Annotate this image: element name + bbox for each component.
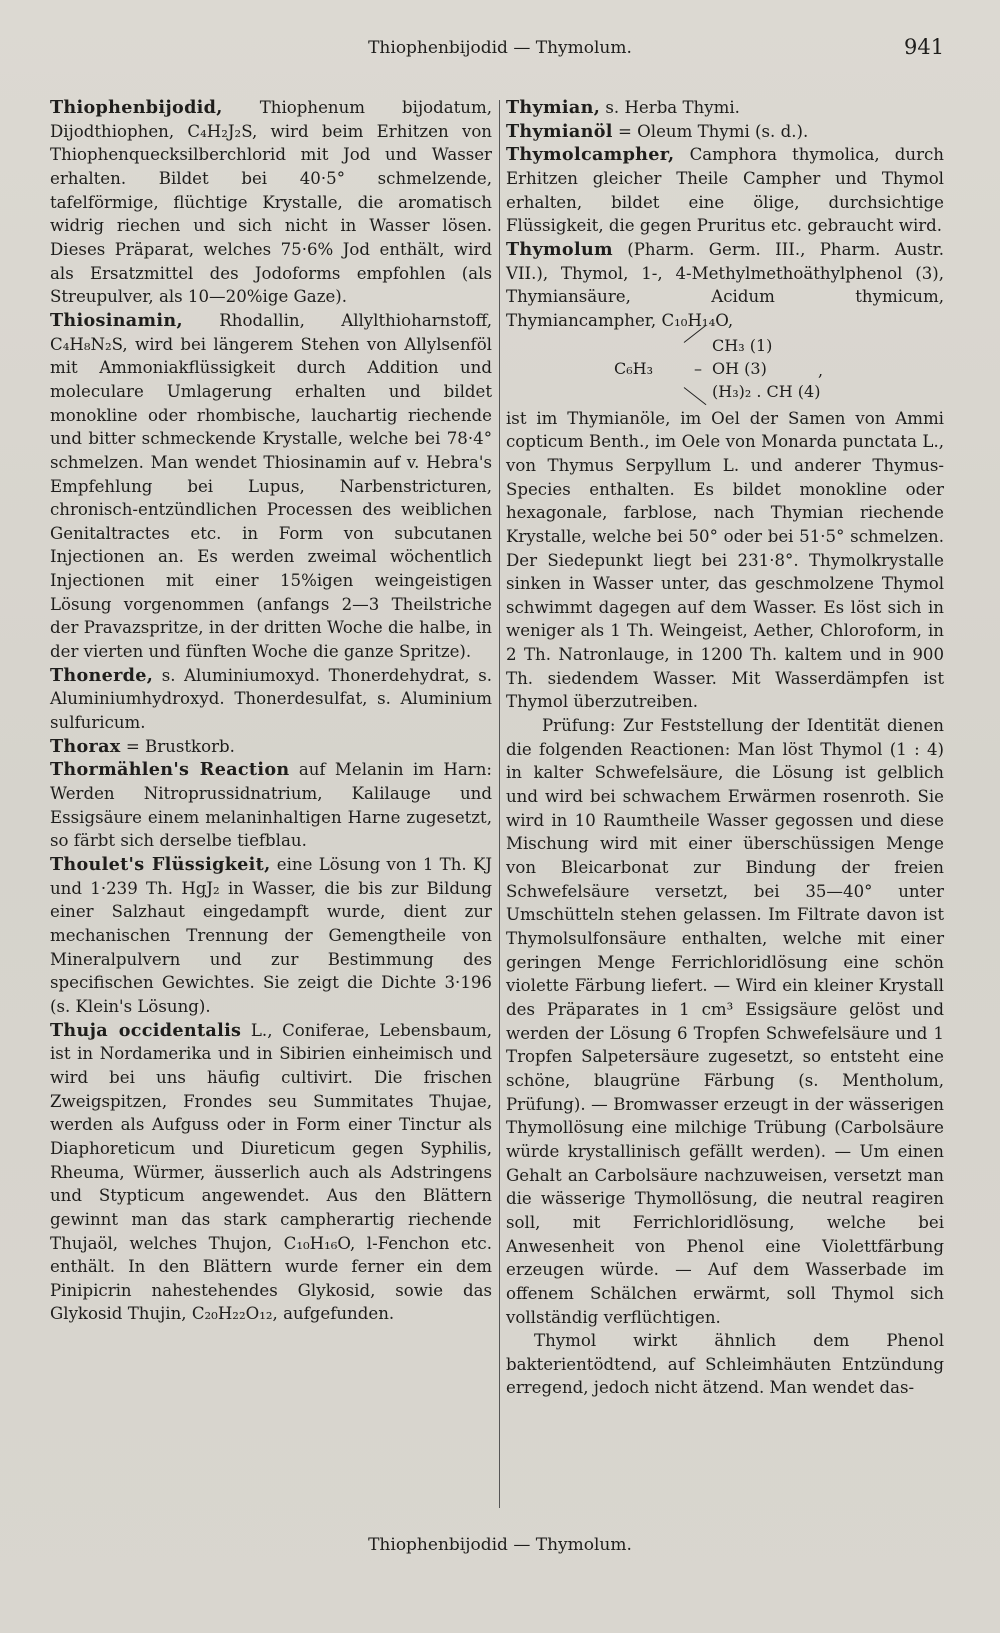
- column-divider: [499, 100, 500, 1508]
- thymol-structural-formula: [506, 333, 944, 405]
- entry-thorax: [50, 735, 492, 759]
- formula-group-ch3: CH₃ (1): [712, 335, 773, 355]
- headword: Thiophenbijodid,: [50, 97, 223, 118]
- running-footer: Thiophenbijodid — Thymolum.: [368, 1535, 632, 1555]
- entry-thymian: [506, 96, 944, 120]
- headword: Thorax: [50, 735, 121, 757]
- formula-comma: ,: [818, 360, 824, 380]
- entry-text: Prüfung: Zur Feststellung der Identität dienen die folgenden Reactionen: Man löst Thymol (1 : 4) in kalter Schwefelsäure, die Lösung ist gelblich und wird bei schwachem Erwärmen rosenroth. Sie wird in 10 Raumtheile Wasser gegossen und diese Mischung wird mit einer überschüssigen Menge von Bleicarbonat zur Bindung der freien Schwefelsäure versetzt, bei 35—40° unter Umschütteln stehen gelassen. Im Filtrate davon ist Thymolsulfonsäure enthalten, welche mit einer geringen Menge Ferrichloridlösung eine schön violette Färbung liefert. — Wird ein kleiner Krystall des Präparates in 1 cm³ Essigsäure gelöst und werden der Lösung 6 Tropfen Schwefelsäure und 1 Tropfen Salpetersäure zugesetzt, so entsteht eine schöne, blaugrüne Färbung (s. Mentholum, Prüfung). — Bromwasser erzeugt in der wässerigen Thymollösung eine milchige Trübung (Carbolsäure würde krystallinisch gefällt werden). — Um einen Gehalt an Carbolsäure nachzuweisen, versetzt man die wässerige Thymollösung, die neutral reagiren soll, mit Ferrichloridlösung, welche bei Anwesenheit von Phenol eine Violettfärbung erzeugen würde. — Auf dem Wasserbade im offenem Schälchen erwärmt, soll Thymol sich vollständig verflüchtigen.: [506, 716, 944, 1327]
- entry-thormaehlens-reaction: [50, 758, 492, 853]
- formula-core: C₆H₃: [614, 358, 654, 378]
- entry-text: Camphora thymolica, durch Erhitzen gleicher Theile Campher und Thymol erhalten, bildet eine ölige, durchsichtige Flüssigkeit, die gegen Pruritus etc. gebraucht wird.: [506, 145, 944, 236]
- entry-thiosinamin: [50, 309, 492, 664]
- entry-text: s. Herba Thymi.: [600, 98, 740, 117]
- formula-dash: –: [694, 358, 702, 378]
- formula-group-oh: OH (3): [712, 358, 767, 378]
- headword: Thymolum: [506, 238, 613, 260]
- formula-bond-lower: [684, 387, 707, 405]
- entry-text: Rhodallin, Allylthioharnstoff, C₄H₈N₂S, wird bei längerem Stehen von Allylsenföl mit Ammoniakflüssigkeit durch Addition und moleculare Umlagerung erhalten und bildet monokline oder rhombische, lauchartig riechende und bitter schmeckende Krystalle, welche bei 78·4° schmelzen. Man wendet Thiosinamin auf v. Hebra's Empfehlung bei Lupus, Narbenstricturen, chronisch-entzündlichen Processen des weiblichen Genitaltractes etc. in Form von subcutanen Injectionen an. Es werden zweimal wöchentlich Injectionen mit einer 15%igen weingeistigen Lösung vorgenommen (anfangs 2—3 Theilstriche der Pravazspritze, in der dritten Woche die halbe, in der vierten und fünften Woche die ganze Spritze).: [50, 310, 492, 662]
- entry-thymolum-pruefung: [506, 714, 944, 1329]
- entry-text: Thymol wirkt ähnlich dem Phenol bakterientödtend, auf Schleimhäuten Entzündung erregend, jedoch nicht ätzend. Man wendet das-: [506, 1331, 944, 1398]
- headword: Thymolcampher,: [506, 144, 675, 166]
- right-column: [506, 96, 944, 1400]
- headword: Thuja occidentalis: [50, 1019, 242, 1041]
- headword: Thoulet's Flüssigkeit,: [50, 854, 271, 875]
- entry-text: L., Coniferae, Lebensbaum, ist in Nordamerika und in Sibirien einheimisch und wird bei uns häufig cultivirt. Die frischen Zweigspitzen, Frondes seu Summitates Thujae, werden als Aufguss oder in Form einer Tinctur als Diaphoreticum und Diureticum gegen Syphilis, Rheuma, Würmer, äusserlich auch als Adstringens und Stypticum angewendet. Aus den Blättern gewinnt man das stark campherartig riechende Thujaöl, welches Thujon, C₁₀H₁₆O, l-Fenchon etc. enthält. In den Blättern wurde ferner ein dem Pinipicrin nahestehendes Glykosid, sowie das Glykosid Thujin, C₂₀H₂₂O₁₂, aufgefunden.: [50, 1020, 492, 1324]
- entry-text: = Brustkorb.: [120, 736, 235, 756]
- entry-text: auf Melanin im Harn: Werden Nitroprussidnatrium, Kalilauge und Essigsäure einem melaninhaltigen Harne zugesetzt, so färbt sich derselbe tiefblau.: [50, 760, 492, 851]
- entry-thuja-occidentalis: [50, 1019, 492, 1327]
- formula-group-isopropyl: (H₃)₂ . CH (4): [712, 381, 821, 401]
- entry-text: s. Aluminiumoxyd. Thonerdehydrat, s. Aluminiumhydroxyd. Thonerdesulfat, s. Aluminium sulfuricum.: [50, 665, 492, 733]
- entry-thymolum-wirkung: [506, 1329, 944, 1400]
- running-header: Thiophenbijodid — Thymolum.: [368, 38, 632, 58]
- left-column: [50, 96, 492, 1326]
- headword: Thiosinamin,: [50, 309, 183, 331]
- headword: Thymianöl: [506, 120, 613, 142]
- entry-text: eine Lösung von 1 Th. KJ und 1·239 Th. HgJ₂ in Wasser, die bis zur Bildung einer Salzhaut eingedampft wurde, dient zur mechanischen Trennung der Gemengtheile von Mineralpulvern und zur Bestimmung des specifischen Gewichtes. Sie zeigt die Dichte 3·196 (s. Klein's Lösung).: [50, 855, 492, 1016]
- entry-text: = Oleum Thymi (s. d.).: [612, 121, 809, 141]
- entry-thoulets-fluessigkeit: [50, 853, 492, 1019]
- headword: Thymian,: [506, 97, 601, 118]
- headword: Thormählen's Reaction: [50, 759, 290, 781]
- entry-thymolcampher: [506, 143, 944, 238]
- entry-thiophenbijodid: [50, 96, 492, 309]
- entry-text: Thiophenum bijodatum, Dijodthiophen, C₄H₂J₂S, wird beim Erhitzen von Thiophenquecksilberchlorid mit Jod und Wasser erhalten. Bildet bei 40·5° schmelzende, tafelförmige, flüchtige Krystalle, die aromatisch widrig riechen und sich nicht in Wasser lösen. Dieses Präparat, welches 75·6% Jod enthält, wird als Ersatzmittel des Jodoforms empfohlen (als Streupulver, als 10—20%ige Gaze).: [50, 98, 492, 307]
- entry-thymolum-continued: [506, 407, 944, 715]
- entry-text: ist im Thymianöle, im Oel der Samen von Ammi copticum Benth., im Oele von Monarda punctata L., von Thymus Serpyllum L. und anderer Thymus-Species enthalten. Es bildet monokline oder hexagonale, farblose, nach Thymian riechende Krystalle, welche bei 50° oder bei 51·5° schmelzen. Der Siedepunkt liegt bei 231·8°. Thymolkrystalle sinken in Wasser unter, das geschmolzene Thymol schwimmt dagegen auf dem Wasser. Es löst sich in weniger als 1 Th. Weingeist, Aether, Chloroform, in 2 Th. Natronlauge, in 1200 Th. kaltem und in 900 Th. siedendem Wasser. Mit Wasserdämpfen ist Thymol überzutreiben.: [506, 408, 944, 712]
- entry-thonerde: [50, 664, 492, 735]
- entry-thymolum: [506, 238, 944, 333]
- entry-thymianoel: [506, 120, 944, 144]
- page-number: 941: [904, 35, 945, 59]
- headword: Thonerde,: [50, 664, 154, 686]
- entry-text: (Pharm. Germ. III., Pharm. Austr. VII.), Thymol, 1-, 4-Methylmethoäthylphenol (3), Thymiansäure, Acidum thymicum, Thymiancampher, C₁₀H₁₄O,: [506, 239, 944, 330]
